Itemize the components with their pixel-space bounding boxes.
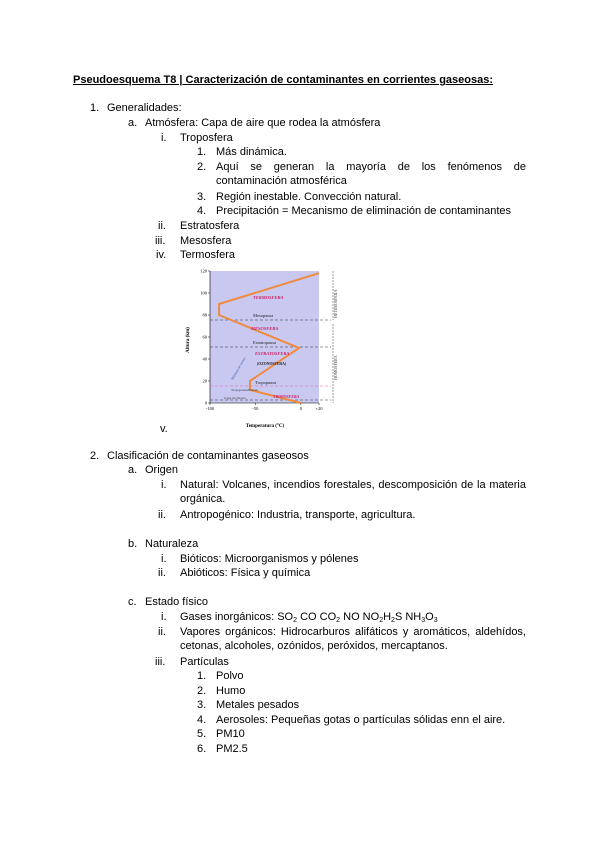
y-tick-label: 60 — [202, 334, 207, 340]
atmosphere-temperature-chart — [181, 262, 341, 432]
tropo-item-text: Más dinámica. — [216, 146, 287, 158]
item-a-number: a. — [128, 117, 138, 129]
item-iii-number: iii. — [155, 235, 166, 247]
formula-nh3: S $NH_3$ — [394, 611, 426, 624]
item-i-text: Troposfera — [180, 132, 233, 144]
formula-o3: $O_3$ — [425, 611, 438, 624]
origen-item-text: Antropogénico: Industria, transporte, agricultura. — [180, 509, 416, 521]
y-tick-label: 40 — [202, 356, 207, 362]
layer-label-termosfera: TERMOSFERA — [253, 295, 284, 300]
item-b-number: b. — [128, 538, 138, 550]
particle-item-number: 4. — [197, 714, 207, 726]
x-tick-label: -100 — [205, 406, 215, 411]
layer-label-estratosfera: ESTRATOSFERA — [255, 351, 290, 356]
y-tick-label: 100 — [200, 290, 207, 296]
right-label-homosfera: HOMOSFERA — [333, 355, 338, 380]
boundary-label-capa-ozono: Capa de Ozono — [224, 396, 246, 400]
layer-label-ozonosfera: (OZONOSFERA) — [257, 362, 287, 366]
item-iv-number: iv. — [156, 249, 167, 261]
origen-item-number: i. — [161, 479, 167, 491]
fisico-item-number: i. — [161, 611, 167, 623]
section-2-heading: Clasificación de contaminantes gaseosos — [107, 450, 309, 462]
particle-item-number: 2. — [197, 685, 207, 697]
boundary-label-estratopausa: Estratopausa — [253, 340, 276, 345]
formula-h2s: $H_2$ — [383, 611, 395, 624]
gases-inorganicos-line — [180, 610, 438, 624]
naturaleza-item-number: ii. — [158, 567, 166, 579]
right-label-heterosfera: HETEROSFERA — [333, 289, 338, 318]
item-ii-number: ii. — [158, 220, 166, 232]
formula-co-co2: CO $CO_2$ — [297, 611, 341, 624]
tropo-item-number: 3. — [197, 191, 207, 203]
naturaleza-item-number: i. — [161, 553, 167, 565]
layer-label-troposfera: TROPOSFERA — [273, 394, 300, 399]
particle-item-text: Polvo — [216, 670, 244, 682]
vapores-organicos-text: Vapores orgánicos: Hidrocarburos alifáticos y aromáticos, aldehídos, cetonas, alcoholes, ozónidos, peróxidos, mercaptanos. — [180, 626, 526, 652]
item-b-text: Naturaleza — [145, 538, 199, 550]
item-v-number: v. — [160, 423, 168, 435]
tropo-item-text: Región inestable. Convección natural. — [216, 191, 402, 203]
boundary-label-tropopausa: Tropopausa — [255, 380, 277, 385]
particle-item-text: Aerosoles: Pequeñas gotas o partículas sólidas enn el aire. — [216, 714, 506, 726]
annotation-diagonal: Máximo de ozono — [230, 356, 247, 381]
origen-item-text: Natural: Volcanes, incendios forestales, descomposición de la materia orgánica. — [180, 479, 526, 505]
tropo-item-number: 1. — [197, 146, 207, 158]
fisico-item-number: ii. — [158, 626, 166, 638]
fisico-item-number: iii. — [155, 656, 166, 668]
item-c-number: c. — [128, 596, 137, 608]
tropo-item-text: Aquí se generan la mayoría de los fenómenos de contaminación atmosférica — [216, 161, 526, 187]
item-a-number: a. — [128, 464, 138, 476]
particle-item-number: 3. — [197, 699, 207, 711]
item-iii-text: Mesosfera — [180, 235, 232, 247]
y-tick-label: 80 — [202, 312, 207, 318]
origen-item-number: ii. — [158, 509, 166, 521]
naturaleza-item-text: Bióticos: Microorganismos y pólenes — [180, 553, 359, 565]
item-ii-text: Estratosfera — [180, 220, 240, 232]
particle-item-number: 5. — [197, 728, 207, 740]
item-a-text: Atmósfera: Capa de aire que rodea la atmósfera — [145, 117, 381, 129]
item-a-text: Origen — [145, 464, 179, 476]
formula-so2: $SO_2$ — [277, 611, 298, 624]
tropo-item-text: Precipitación = Mecanismo de eliminación de contaminantes — [216, 205, 512, 217]
particle-item-number: 6. — [197, 743, 207, 755]
y-tick-label: 20 — [202, 378, 207, 384]
page-title: Pseudoesquema T8 | Caracterización de contaminantes en corrientes gaseosas: — [73, 74, 494, 86]
x-tick-label: 0 — [299, 406, 302, 411]
gases-prefix: Gases inorgánicos: — [180, 611, 278, 623]
boundary-label-mesopausa: Mesopausa — [253, 313, 274, 318]
particle-item-text: PM2.5 — [216, 743, 248, 755]
x-axis-label: Temperatura (°C) — [245, 424, 285, 429]
particle-item-text: Metales pesados — [216, 699, 300, 711]
section-1-heading: Generalidades: — [107, 102, 182, 114]
y-tick-label: 120 — [200, 268, 207, 274]
item-c-text: Estado físico — [145, 596, 208, 608]
item-iv-text: Termosfera — [180, 249, 236, 261]
annotation-maximo-ozono: Tropopausa/Estrato — [231, 388, 259, 392]
item-i-number: i. — [161, 132, 167, 144]
x-tick-label: -50 — [252, 406, 259, 411]
x-tick-label: +20 — [315, 406, 323, 411]
y-axis-label: Altura (km) — [186, 327, 191, 353]
tropo-item-number: 4. — [197, 205, 207, 217]
particle-item-number: 1. — [197, 670, 207, 682]
tropo-item-number: 2. — [197, 161, 207, 173]
naturaleza-item-text: Abióticos: Física y química — [180, 567, 311, 579]
particle-item-text: Humo — [216, 685, 246, 697]
particle-item-text: PM10 — [216, 728, 245, 740]
section-2-number: 2. — [90, 450, 100, 462]
formula-no-no2: NO $NO_2$ — [340, 611, 384, 624]
y-tick-label: 0 — [204, 400, 207, 406]
section-1-number: 1. — [90, 102, 100, 114]
layer-label-mesosfera: MESOSFERA — [251, 326, 279, 331]
particulas-text: Partículas — [180, 656, 229, 668]
